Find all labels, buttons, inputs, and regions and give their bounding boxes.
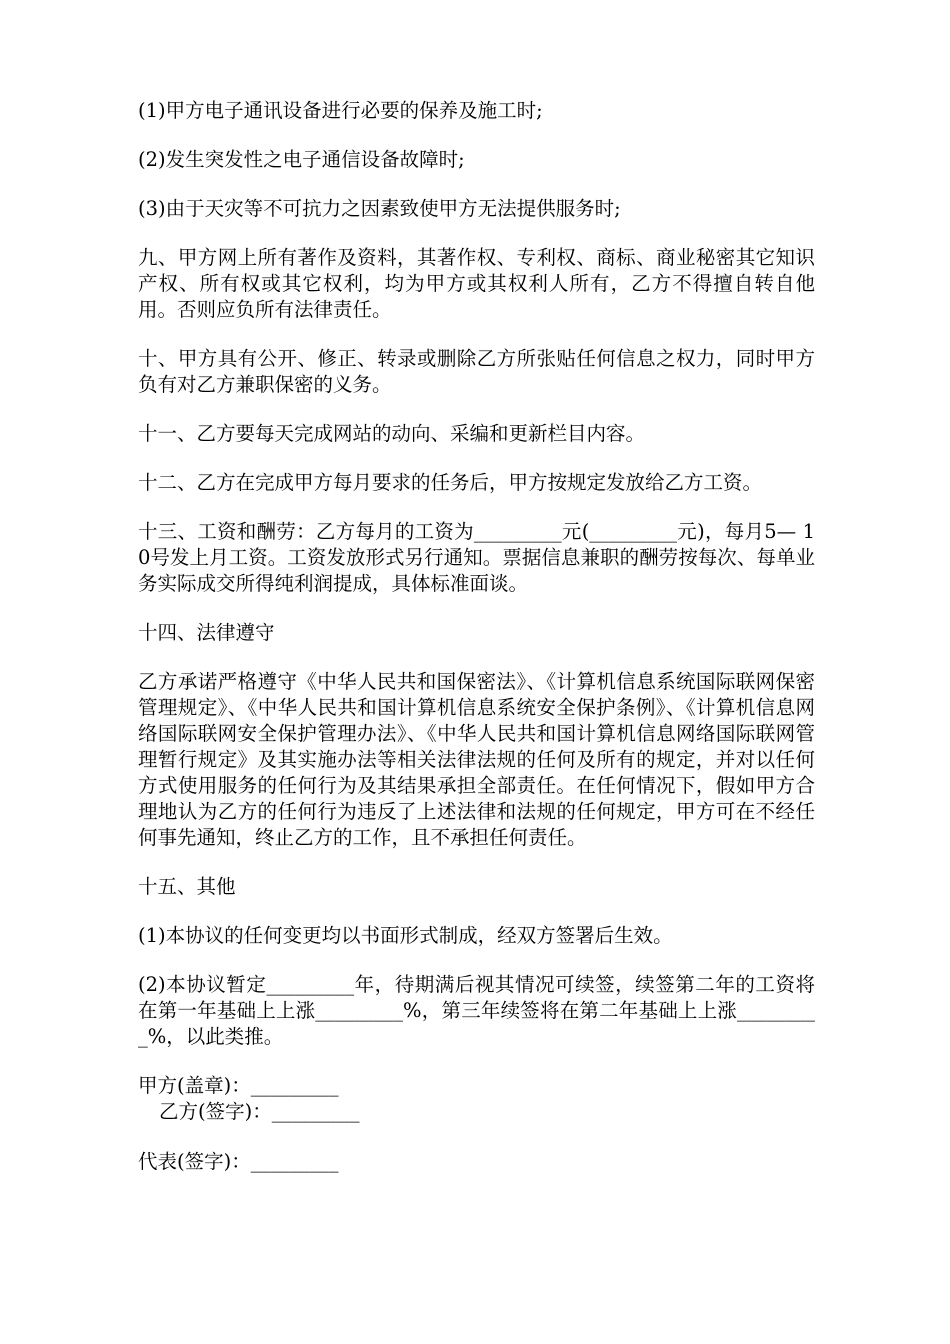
clause-11: 十一、乙方要每天完成网站的动向、采编和更新栏目内容。	[138, 422, 646, 445]
clause-12: 十二、乙方在完成甲方每月要求的任务后，甲方按规定发放给乙方工资。	[138, 471, 763, 494]
representative-signature: 代表(签字)：_________	[138, 1150, 339, 1173]
clause-8-item-1: (1)甲方电子通讯设备进行必要的保养及施工时;	[138, 99, 543, 122]
clause-13: 十三、工资和酬劳：乙方每月的工资为_________元(_________元)，每月5— 10号发上月工资。工资发放形式另行通知。票据信息兼职的酬劳按每次、每单业务实际成交所得纯利润提成，具体标准面谈。	[138, 520, 815, 595]
signature-block	[138, 1073, 815, 1175]
clause-15-item-1: (1)本协议的任何变更均以书面形式制成，经双方签署后生效。	[138, 924, 673, 947]
party-a-signature: 甲方(盖章)：_________	[138, 1074, 339, 1097]
clause-15-item-2: (2)本协议暂定_________年，待期满后视其情况可续签，续签第二年的工资将在第一年基础上上涨_________%，第三年续签将在第二年基础上上涨_________%，以此类推。	[138, 973, 815, 1048]
clause-14-heading: 十四、法律遵守	[138, 621, 275, 644]
document-page	[138, 98, 815, 1175]
party-b-signature: 乙方(签字)：_________	[159, 1100, 360, 1123]
clause-15-heading: 十五、其他	[138, 875, 236, 898]
clause-10: 十、甲方具有公开、修正、转录或删除乙方所张贴任何信息之权力，同时甲方负有对乙方兼职保密的义务。	[138, 347, 815, 396]
clause-8-item-2: (2)发生突发性之电子通信设备故障时;	[138, 148, 465, 171]
clause-14-body: 乙方承诺严格遵守《中华人民共和国保密法》、《计算机信息系统国际联网保密管理规定》、《中华人民共和国计算机信息系统安全保护条例》、《计算机信息网络国际联网安全保护管理办法》、《中华人民共和国计算机信息网络国际联网管理暂行规定》及其实施办法等相关法律法规的任何及所有的规定，并对以任何方式使用服务的任何行为及其结果承担全部责任。在任何情况下，假如甲方合理地认为乙方的任何行为违反了上述法律和法规的任何规定，甲方可在不经任何事先通知，终止乙方的工作，且不承担任何责任。	[138, 670, 815, 849]
clause-9: 九、甲方网上所有著作及资料，其著作权、专利权、商标、商业秘密其它知识产权、所有权或其它权利，均为甲方或其权利人所有，乙方不得擅自转自他用。否则应负所有法律责任。	[138, 246, 815, 321]
clause-8-item-3: (3)由于天灾等不可抗力之因素致使甲方无法提供服务时;	[138, 197, 621, 220]
